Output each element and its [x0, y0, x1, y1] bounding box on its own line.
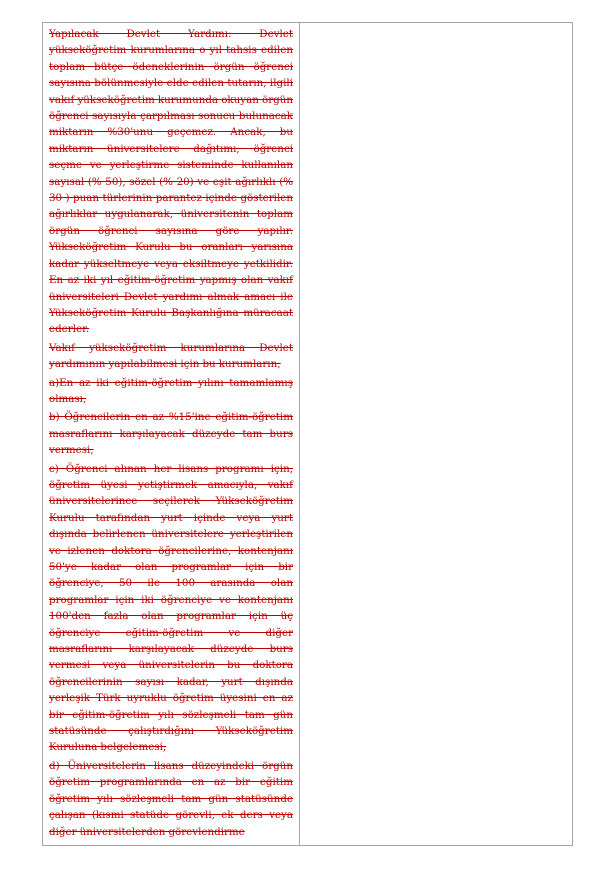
table-cell-left [43, 23, 300, 845]
paragraph-condition-d: d) Üniversitelerin lisans düzeyindeki örgün öğretim programlarında en az bir eğitim öğretim yılı sözleşmeli tam gün statüsünde çalışan (kısmi statüde görevli, ek ders veya diğer üniversitelerden görevlendirme [49, 759, 293, 838]
paragraph-condition-a: a)En az iki eğitim-öğretim yılını tamamlamış olması, [49, 376, 293, 405]
paragraph-condition-b: b) Öğrencilerin en az %15'ine eğitim-öğretim masraflarını karşılayacak düzeyde tam burs vermesi, [49, 411, 293, 457]
comparison-table [42, 22, 573, 846]
table-cell-right [300, 23, 572, 845]
paragraph-state-aid: Yapılacak Devlet Yardımı: Devlet yükseköğretim kurumlarına o yıl tahsis edilen toplam bütçe ödeneklerinin örgün öğrenci sayısına bölünmesiyle elde edilen tutarın, ilgili vakıf yükseköğretim kurumunda okuyan örgün öğrenci sayısıyla çarpılması sonucu bulunacak miktarın %30'unu geçemez. Ancak, bu miktarın üniversitelere dağıtımı; öğrenci seçme ve yerleştirme sisteminde kullanılan sayısal (% 50), sözel (% 20) ve eşit ağırlıklı (% 30 ) puan türlerinin parantez içinde gösterilen ağırlıklar uygulanarak, üniversitenin toplam örgün öğrenci sayısına göre yapılır. Yükseköğretim Kurulu bu oranları yarısına kadar yükseltmeye veya eksiltmeye yetkilidir. En az iki yıl eğitim-öğretim yapmış olan vakıf üniversiteleri Devlet yardımı almak amacı ile Yükseköğretim Kurulu Başkanlığına müracaat ederler. [49, 28, 293, 336]
paragraph-condition-c: c) Öğrenci alınan her lisans programı için, öğretim üyesi yetiştirmek amacıyla, vakıf üniversitelerince seçilerek Yükseköğretim Kurulu tarafından yurt içinde veya yurt dışında belirlenen üniversitelere yerleştirilen ve izlenen doktora öğrencilerine, kontenjanı 50'ye kadar olan programlar için bir öğrenciye, 50 ile 100 arasında olan programlar için iki öğrenciye ve kontenjanı 100'den fazla olan programlar için üç öğrenciye eğitim-öğretim ve diğer masraflarını karşılayacak düzeyde burs vermesi veya üniversitelerin bu doktora öğrencilerinin sayısı kadar, yurt dışında yerleşik Türk uyruklu öğretim üyesini en az bir eğitim-öğretim yılı sözleşmeli tam gün statüsünde çalıştırdığını Yükseköğretim Kuruluna belgelemesi, [49, 462, 293, 754]
paragraph-conditions-intro: Vakıf yükseköğretim kurumlarına Devlet yardımının yapılabilmesi için bu kurumların; [49, 341, 293, 371]
